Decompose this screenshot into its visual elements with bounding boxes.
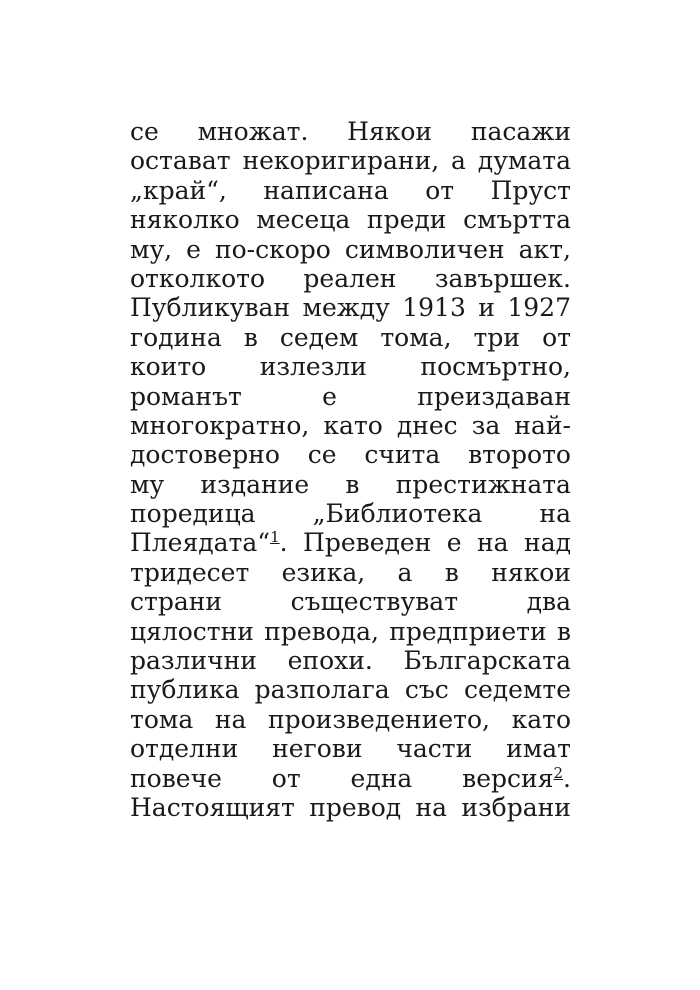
footnote-link[interactable]: 2: [553, 763, 564, 782]
text-line: [130, 617, 571, 646]
word: достоверно: [130, 440, 280, 470]
word: Публикуван: [130, 293, 291, 323]
word: три: [473, 322, 521, 352]
word: посмъртно,: [420, 352, 571, 382]
word: му: [130, 469, 165, 499]
word-text: Плеядата“: [130, 528, 271, 558]
text-line: [130, 734, 571, 763]
text-line: [130, 293, 571, 322]
word: написана: [263, 175, 389, 205]
word: романът: [130, 381, 242, 411]
word: смъртта: [463, 205, 571, 235]
word: думата: [477, 146, 571, 176]
word: предприети: [389, 616, 547, 646]
word: най-: [514, 410, 571, 440]
word: издание: [200, 469, 310, 499]
word: а: [397, 557, 413, 587]
word: се: [307, 440, 337, 470]
word: от: [271, 763, 301, 793]
word: некоригирани,: [242, 146, 440, 176]
word: преиздаван: [417, 381, 571, 411]
word: в: [556, 616, 571, 646]
word: [462, 764, 571, 793]
word: тридесет: [130, 557, 250, 587]
word: от: [425, 175, 455, 205]
word: страни: [130, 587, 223, 617]
word: му,: [130, 234, 173, 264]
word: преди: [366, 205, 447, 235]
word: седемте: [463, 675, 571, 705]
text-line: [130, 793, 571, 822]
text-line: [130, 470, 571, 499]
word: реален: [303, 263, 397, 293]
word: а: [451, 146, 466, 176]
word: „Библиотека: [312, 499, 483, 529]
word: като: [323, 410, 383, 440]
text-line: [130, 264, 571, 293]
word: някои: [491, 557, 571, 587]
text-line: [130, 176, 571, 205]
text-line: [130, 675, 571, 704]
word-text: .: [563, 763, 571, 793]
word: като: [511, 704, 571, 734]
word: Преведен: [303, 528, 432, 558]
word: година: [130, 322, 222, 352]
word-text: версия: [462, 763, 554, 793]
text-line: [130, 558, 571, 587]
text-line: [130, 323, 571, 352]
text-line: [130, 411, 571, 440]
text-line: [130, 587, 571, 616]
word: по-скоро: [214, 234, 331, 264]
word: „край“,: [130, 175, 227, 205]
footnote-link[interactable]: 1: [270, 528, 280, 547]
word: е: [322, 381, 337, 411]
text-line: [130, 646, 571, 675]
word: една: [350, 763, 413, 793]
text-line: [130, 440, 571, 469]
word: произведението,: [267, 704, 490, 734]
word: завършек.: [434, 263, 571, 293]
word: превод: [309, 792, 402, 822]
word: на: [539, 499, 571, 529]
word: множат.: [197, 117, 309, 146]
word: над: [524, 528, 571, 558]
word: многократно,: [130, 410, 310, 440]
word: престижната: [395, 469, 571, 499]
text-line: [130, 352, 571, 381]
word: епохи.: [287, 646, 373, 676]
word: символичен: [344, 234, 505, 264]
word: Някои: [347, 117, 433, 146]
word: остават: [130, 146, 231, 176]
word: пасажи: [470, 117, 571, 146]
word: на: [477, 528, 509, 558]
word: различни: [130, 646, 257, 676]
word: отколкото: [130, 263, 265, 293]
word: цялостни: [130, 616, 254, 646]
word: повече: [130, 763, 222, 793]
word: езика,: [281, 557, 366, 587]
word: Българската: [403, 646, 571, 676]
word: е: [446, 528, 462, 558]
word: счита: [364, 440, 441, 470]
word: Настоящият: [130, 792, 295, 822]
word: за: [471, 410, 501, 440]
word: два: [526, 587, 571, 617]
word: месеца: [256, 205, 351, 235]
text-line: [130, 705, 571, 734]
word: на: [415, 792, 448, 822]
word: второто: [468, 440, 571, 470]
word: 1927: [507, 293, 571, 323]
word: разполага: [254, 675, 390, 705]
word: имат: [506, 734, 571, 764]
word: в: [444, 557, 459, 587]
word: които: [130, 352, 207, 382]
word: със: [404, 675, 449, 705]
body-paragraph: [130, 117, 571, 822]
word: [130, 528, 288, 557]
text-line: [130, 117, 571, 146]
word: се: [130, 117, 159, 146]
word: отделни: [130, 734, 239, 764]
text-line: [130, 499, 571, 528]
word: превода,: [264, 616, 379, 646]
word: тома,: [380, 322, 452, 352]
word: акт,: [518, 234, 571, 264]
text-line: [130, 382, 571, 411]
word: избрани: [461, 792, 571, 822]
word: в: [345, 469, 360, 499]
word: 1913: [402, 293, 466, 323]
word: негови: [272, 734, 363, 764]
word: е: [186, 234, 201, 264]
word: няколко: [130, 205, 240, 235]
word: съществуват: [290, 587, 459, 617]
word: излезли: [259, 352, 367, 382]
text-line: [130, 764, 571, 793]
word: публика: [130, 675, 240, 705]
word: части: [396, 734, 473, 764]
word: в: [243, 322, 258, 352]
word: седем: [279, 322, 359, 352]
text-line: [130, 235, 571, 264]
word: от: [542, 322, 571, 352]
word: между: [302, 293, 390, 323]
word: на: [214, 704, 247, 734]
word: днес: [396, 410, 458, 440]
text-line: [130, 205, 571, 234]
word: поредица: [130, 499, 256, 529]
word-text: .: [279, 528, 288, 558]
word: тома: [130, 704, 194, 734]
word: и: [478, 293, 495, 323]
text-line: [130, 528, 571, 557]
word: Пруст: [490, 175, 571, 205]
text-line: [130, 146, 571, 175]
